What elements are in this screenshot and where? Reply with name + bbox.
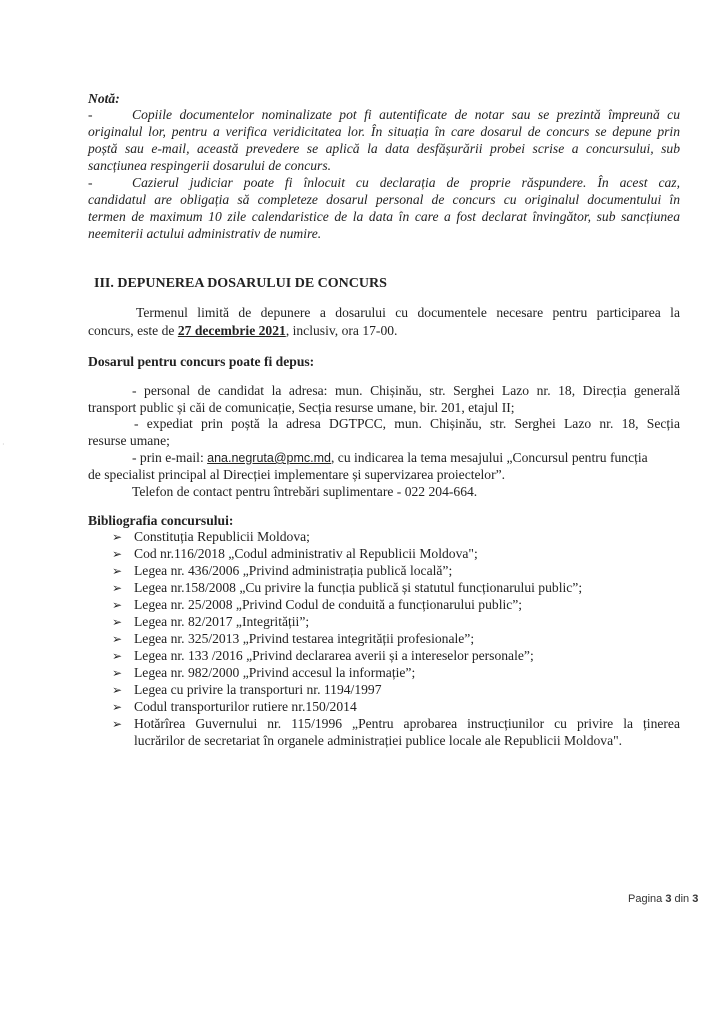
bibliography-item: Legea nr. 325/2013 „Privind testarea integrității profesionale”; xyxy=(134,631,475,646)
note-2-line-2: candidatul are obligația să completeze dosarul personal de concurs cu originalul documentului în xyxy=(88,192,680,207)
arrow-bullet-icon: ➢ xyxy=(112,547,123,561)
note-title: Notă: xyxy=(88,91,120,106)
deadline-date: 27 decembrie 2021 xyxy=(177,323,286,338)
submission-heading: Dosarul pentru concurs poate fi depus: xyxy=(88,354,315,369)
personal-line-2: transport public și căi de comunicație, Secția resurse umane, bir. 201, etajul II; xyxy=(88,400,515,415)
bibliography-item: Legea nr. 25/2008 „Privind Codul de conduită a funcționarului public”; xyxy=(134,597,523,612)
page-prefix: Pagina xyxy=(628,893,666,905)
bibliography-item: Legea nr. 133 /2016 „Privind declararea averii și a intereselor personale”; xyxy=(134,648,534,663)
bibliography-item-continuation: lucrărilor de secretariat în organele administrației publice locale ale Republicii Moldova". xyxy=(134,733,623,748)
bibliography-item: Legea nr. 982/2000 „Privind accesul la informație”; xyxy=(134,665,416,680)
personal-line-1: - personal de candidat la adresa: mun. Chișinău, str. Serghei Lazo nr. 18, Direcția generală xyxy=(132,383,680,398)
email-line-2: de specialist principal al Direcției implementare și supervizarea proiectelor”. xyxy=(88,467,506,482)
bibliography-item: Legea nr. 82/2017 „Integrității”; xyxy=(134,614,310,629)
deadline-line-1: Termenul limită de depunere a dosarului cu documentele necesare pentru participarea la xyxy=(136,305,680,320)
bibliography-item: Hotărîrea Guvernului nr. 115/1996 „Pentru aprobarea instrucțiunilor cu privire la ținerea xyxy=(134,716,680,731)
post-line-1: - expediat prin poștă la adresa DGTPCC, mun. Chișinău, str. Serghei Lazo nr. 18, Secția xyxy=(134,416,680,431)
arrow-bullet-icon: ➢ xyxy=(112,530,123,544)
post-line-2: resurse umane; xyxy=(88,433,170,448)
arrow-bullet-icon: ➢ xyxy=(112,598,123,612)
bibliography-item: Legea nr. 436/2006 „Privind administrația publică locală”; xyxy=(134,563,453,578)
arrow-bullet-icon: ➢ xyxy=(112,632,123,646)
note-2-line-1: Cazierul judiciar poate fi înlocuit cu declarația de proprie răspundere. În acest caz, xyxy=(132,175,680,190)
deadline-line-2 xyxy=(88,323,397,339)
deadline-prefix: concurs, este de xyxy=(88,323,178,338)
deadline-suffix: , inclusiv, ora 17-00. xyxy=(285,323,398,338)
email-suffix: , cu indicarea la tema mesajului „Concursul pentru funcția xyxy=(331,450,648,465)
bibliography-heading: Bibliografia concursului: xyxy=(88,513,234,528)
arrow-bullet-icon: ➢ xyxy=(112,581,123,595)
section-heading: III. DEPUNEREA DOSARULUI DE CONCURS xyxy=(94,276,387,291)
arrow-bullet-icon: ➢ xyxy=(112,649,123,663)
arrow-bullet-icon: ➢ xyxy=(112,564,123,578)
arrow-bullet-icon: ➢ xyxy=(112,615,123,629)
note-2-line-4: neemiterii actului administrativ de numire. xyxy=(88,226,322,241)
arrow-bullet-icon: ➢ xyxy=(112,666,123,680)
phone-line: Telefon de contact pentru întrebări suplimentare - 022 204-664. xyxy=(132,484,478,499)
arrow-bullet-icon: ➢ xyxy=(112,700,123,714)
page-total: 3 xyxy=(692,893,699,905)
bibliography-item: Codul transporturilor rutiere nr.150/2014 xyxy=(134,699,357,714)
note-1-line-4: sancțiunea respingerii dosarului de concurs. xyxy=(88,158,332,173)
arrow-bullet-icon: ➢ xyxy=(112,717,123,731)
bibliography-item: Legea nr.158/2008 „Cu privire la funcția publică și statutul funcționarului public”; xyxy=(134,580,583,595)
email-prefix: - prin e-mail: xyxy=(132,450,208,465)
note-1-line-1: Copiile documentelor nominalizate pot fi autentificate de notar sau se prezintă împreună cu xyxy=(132,107,680,122)
note-2-line-3: termen de maximum 10 zile calendaristice de la data în care a fost declarat învingător, sub sancțiunea xyxy=(88,209,680,224)
note-dash-2: - xyxy=(88,175,93,190)
page-number xyxy=(628,893,698,905)
bibliography-item: Cod nr.116/2018 „Codul administrativ al Republicii Moldova"; xyxy=(134,546,478,561)
bibliography-item: Constituția Republicii Moldova; xyxy=(134,529,310,544)
note-dash-1: - xyxy=(88,107,93,122)
arrow-bullet-icon: ➢ xyxy=(112,683,123,697)
bibliography-item: Legea cu privire la transporturi nr. 1194/1997 xyxy=(134,682,382,697)
email-link[interactable]: ana.negruta@pmc.md xyxy=(207,451,331,465)
note-1-line-2: originalul lor, pentru a verifica veridicitatea lor. În situația în care dosarul de concurs se depune prin xyxy=(88,124,680,139)
email-line-1 xyxy=(132,450,680,466)
page-middle: din xyxy=(671,893,693,905)
note-1-line-3: poștă sau e-mail, această prevedere se aplică la data desfășurării probei scrise a concursului, sub xyxy=(88,141,680,156)
scan-mark: · xyxy=(2,440,5,449)
page-current: 3 xyxy=(665,893,672,905)
